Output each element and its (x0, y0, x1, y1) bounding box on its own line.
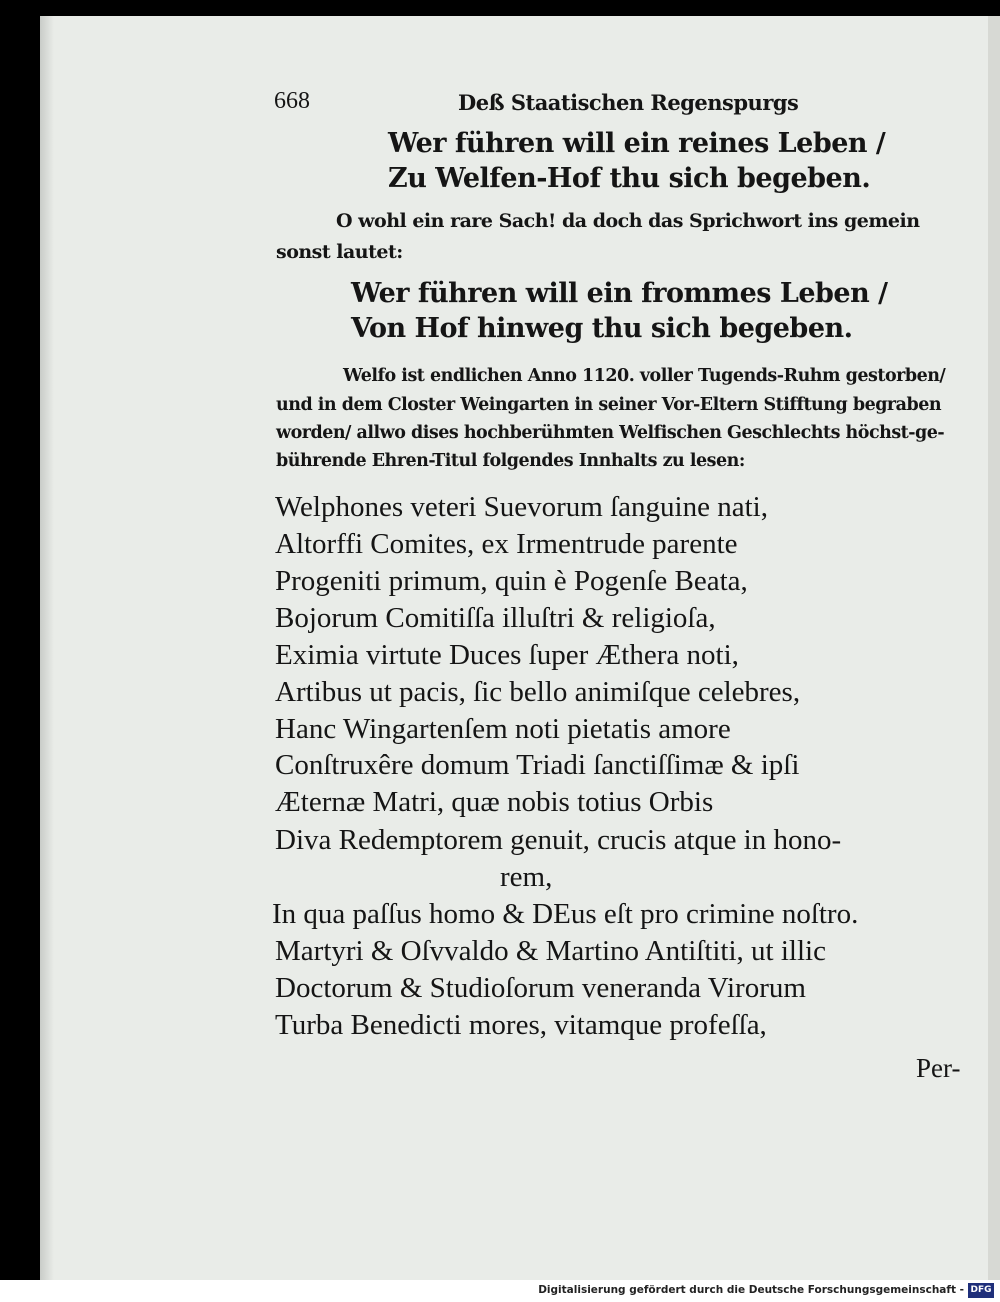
funding-notice: Digitalisierung gefördert durch die Deutsche Forschungsgemeinschaft - (538, 1284, 964, 1296)
dfg-logo: DFG (968, 1283, 994, 1298)
couplet1-line-2: Zu Welfen-Hof thu sich begeben. (388, 163, 871, 194)
para1-line-2: sonst lautet: (276, 241, 403, 263)
latin-verse-line: rem, (500, 861, 553, 893)
para2-line-4: bührende Ehren-Titul folgendes Innhalts zu lesen: (276, 451, 745, 471)
latin-verse-line: Welphones veteri Suevorum ſanguine nati, (275, 491, 768, 523)
couplet1-line-1: Wer führen will ein reines Leben / (388, 128, 886, 159)
latin-verse-line: Martyri & Oſvvaldo & Martino Antiſtiti, ut illic (275, 935, 826, 967)
couplet2-line-1: Wer führen will ein frommes Leben / (351, 278, 888, 309)
next-page-edge (988, 16, 1000, 1280)
couplet2-line-2: Von Hof hinweg thu sich begeben. (351, 313, 853, 344)
latin-verse-line: In qua paſſus homo & DEus eſt pro crimine noſtro. (272, 898, 859, 930)
latin-verse-line: Progeniti primum, quin è Pogenſe Beata, (275, 565, 748, 597)
running-head: Deß Staatischen Regenspurgs (458, 90, 799, 115)
latin-verse-line: Conſtruxêre domum Triadi ſanctiſſimæ & ipſi (275, 749, 800, 781)
latin-verse-line: Altorffi Comites, ex Irmentrude parente (275, 528, 738, 560)
latin-verse-line: Hanc Wingartenſem noti pietatis amore (275, 713, 731, 745)
page-number: 668 (274, 88, 310, 114)
latin-verse-line: Doctorum & Studioſorum veneranda Virorum (275, 972, 806, 1004)
para2-line-1: Welfo ist endlichen Anno 1120. voller Tugends-Ruhm gestorben/ (343, 366, 946, 386)
para2-line-2: und in dem Closter Weingarten in seiner Vor-Eltern Stifftung begraben (276, 395, 942, 415)
latin-verse-line: Artibus ut pacis, ſic bello animiſque celebres, (275, 676, 801, 708)
page-gutter-shadow (40, 16, 54, 1280)
para1-line-1: O wohl ein rare Sach! da doch das Sprichwort ins gemein (336, 210, 920, 232)
latin-verse-line: Diva Redemptorem genuit, crucis atque in hono- (275, 824, 842, 856)
catchword: Per- (916, 1053, 961, 1083)
latin-verse-line: Turba Benedicti mores, vitamque profeſſa, (275, 1009, 767, 1041)
para2-line-3: worden/ allwo dises hochberühmten Welfischen Geschlechts höchst-ge- (276, 423, 945, 443)
footer-bar (0, 1280, 1000, 1302)
latin-verse-line: Bojorum Comitiſſa illuſtri & religioſa, (275, 602, 716, 634)
latin-verse-line: Æternæ Matri, quæ nobis totius Orbis (275, 786, 714, 818)
latin-verse-line: Eximia virtute Duces ſuper Æthera noti, (275, 639, 739, 671)
